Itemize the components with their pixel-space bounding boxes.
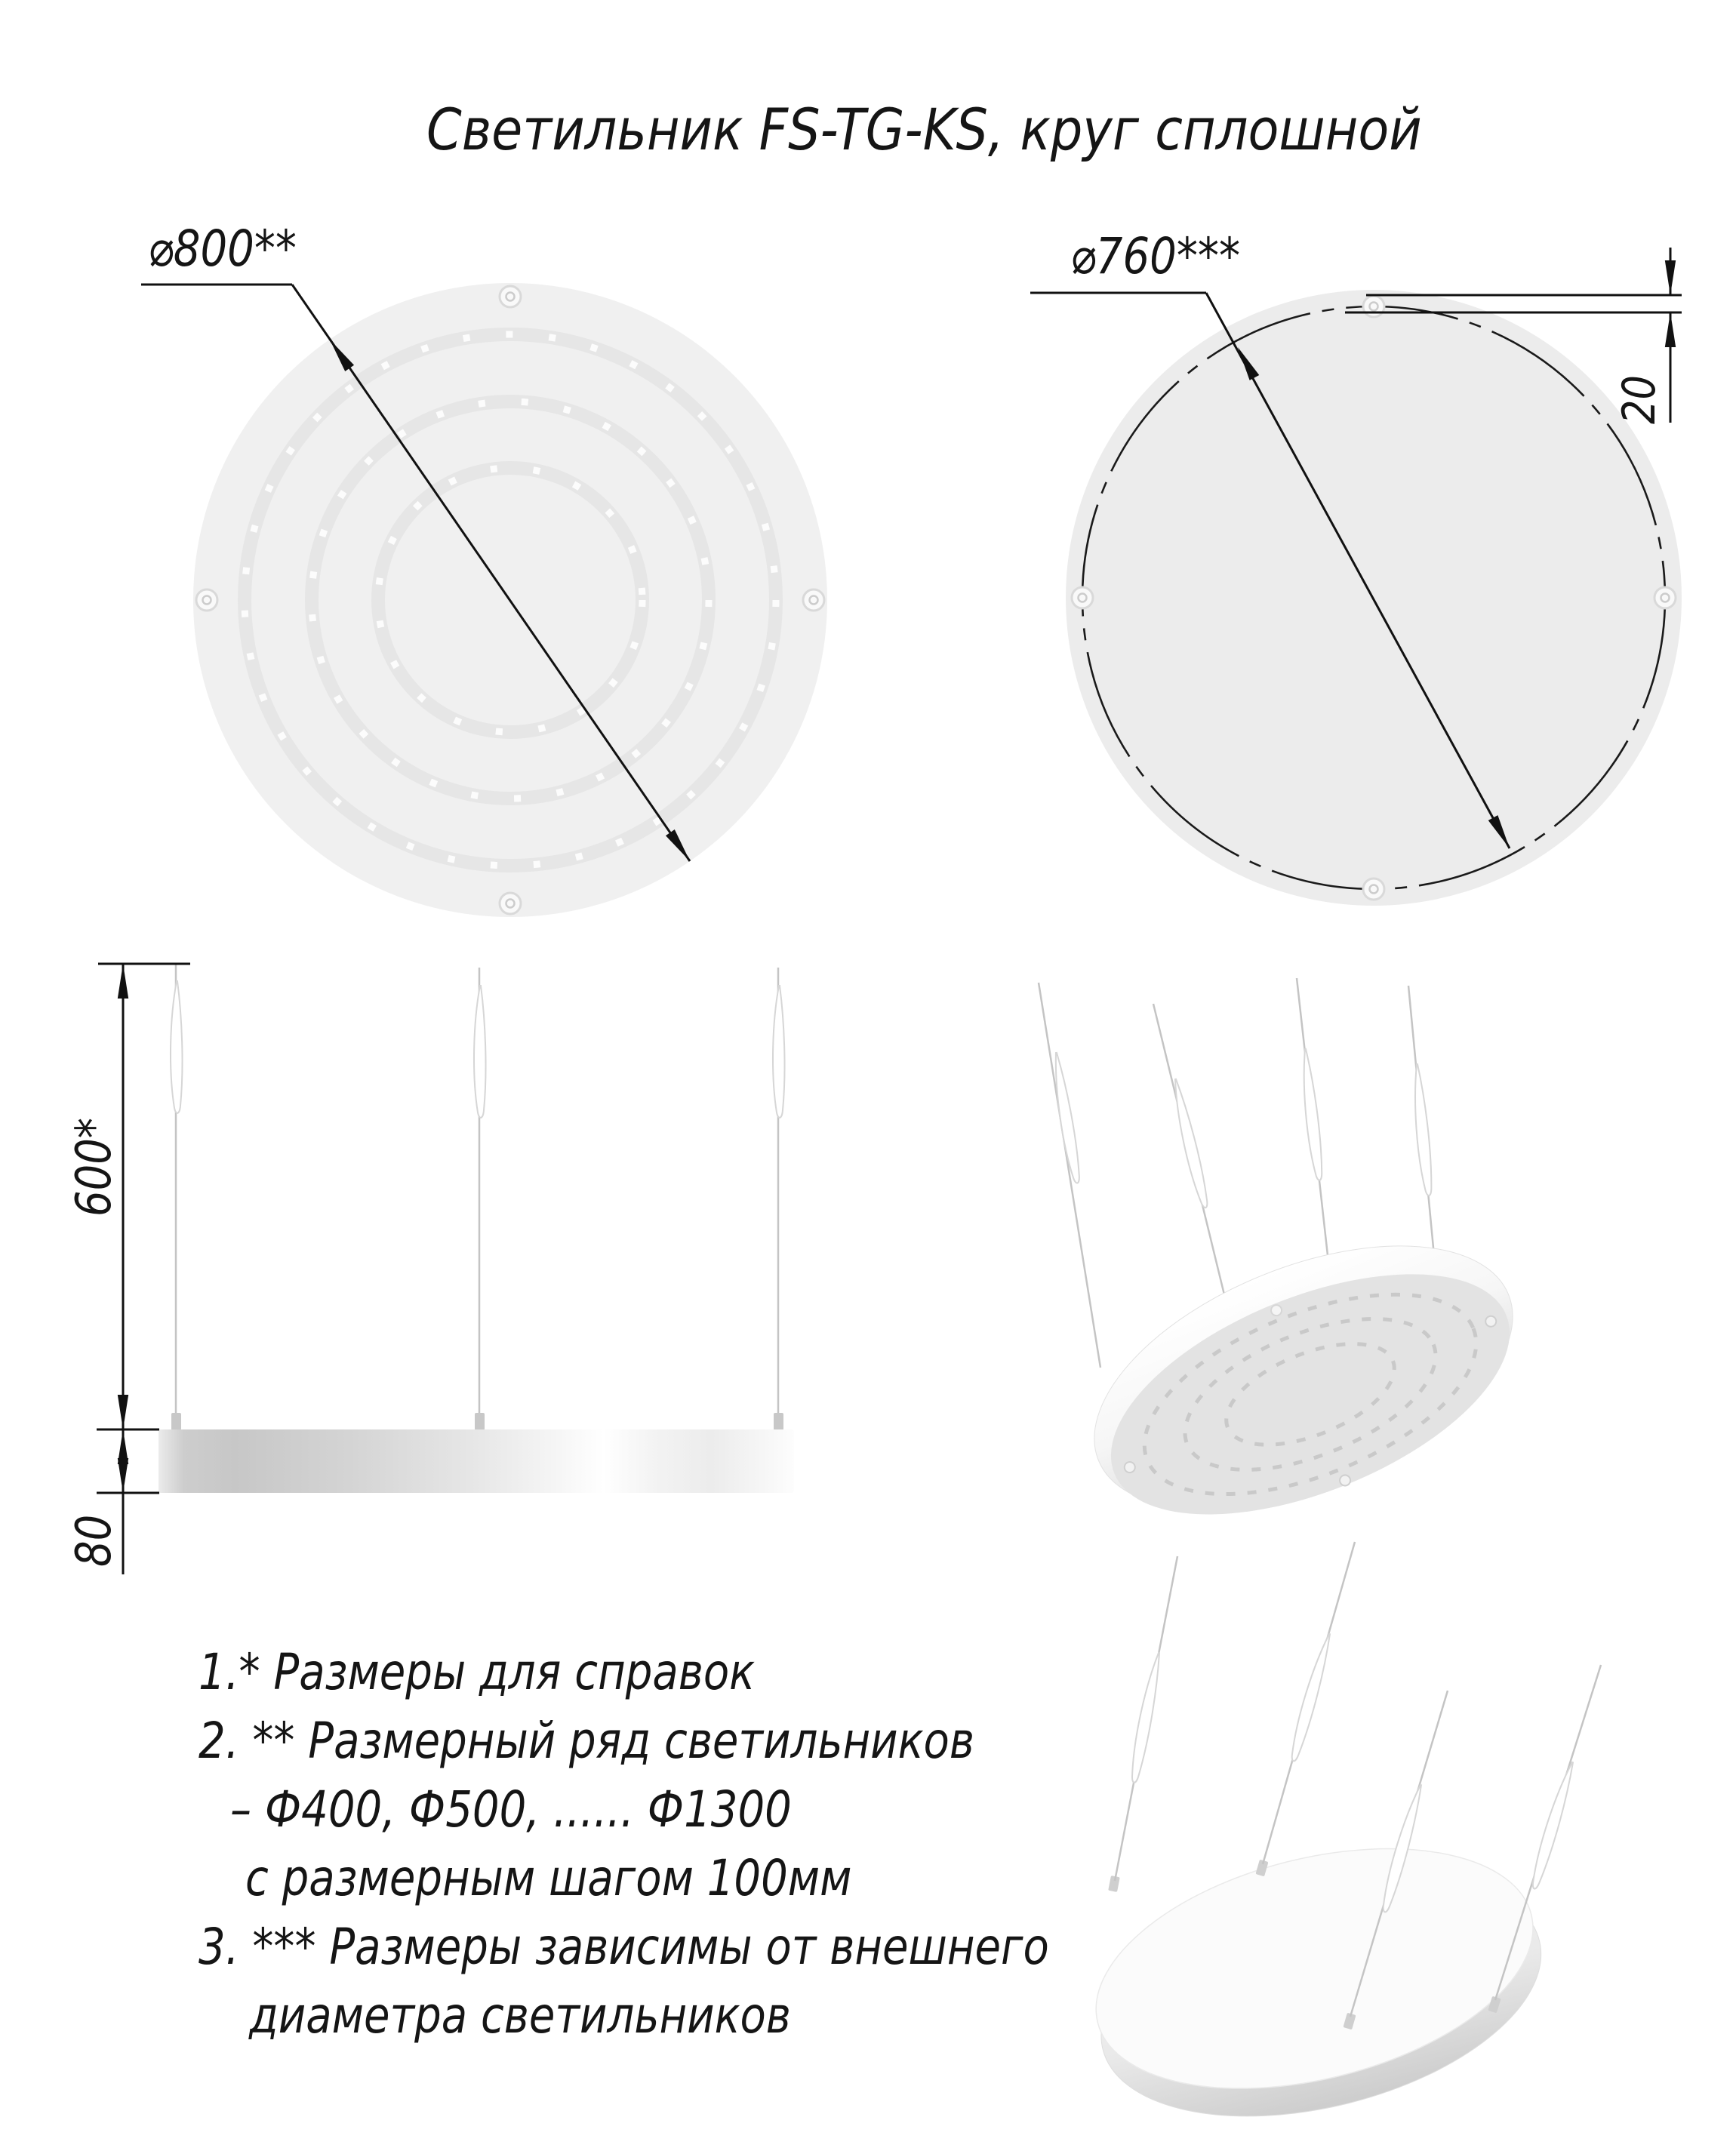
iso-view-top	[1070, 1542, 1601, 2151]
cable-gripper-sleeve	[773, 986, 785, 1118]
note-line: 3. *** Размеры зависимы от внешнего	[199, 1918, 1049, 1977]
mount-hole-bottom	[500, 893, 521, 914]
diameter-label-760: ⌀760***	[1070, 227, 1241, 286]
cable-gripper-sleeve	[1528, 1761, 1577, 1891]
mount-hole-right	[803, 589, 824, 611]
cable-gripper-sleeve	[1128, 1651, 1165, 1783]
cable-gripper-sleeve	[171, 981, 183, 1113]
bottom-view	[141, 220, 827, 917]
note-line: диаметра светильников	[249, 1986, 791, 2045]
luminaire-body-side	[159, 1429, 794, 1493]
cable-gripper-sleeve	[474, 986, 486, 1118]
dim-arrow	[118, 1458, 128, 1493]
mount-hole-top	[1363, 296, 1384, 317]
height-label-80: 80	[66, 1514, 123, 1567]
mount-hole-top	[500, 286, 521, 307]
note-line: 1.* Размеры для справок	[199, 1643, 756, 1702]
side-view	[66, 964, 794, 1574]
height-label-600: 600*	[66, 1117, 123, 1217]
note-line: с размерным шагом 100мм	[245, 1849, 852, 1908]
dim-arrow	[1665, 260, 1676, 295]
mount-hole-right	[1654, 587, 1676, 608]
dim-arrow	[118, 1395, 128, 1429]
note-line: – Ф400, Ф500, ...... Ф1300	[230, 1780, 792, 1839]
mount-hole-left	[196, 589, 217, 611]
notes-block	[199, 1644, 1049, 2045]
cable-gripper-sleeve	[1050, 1052, 1082, 1184]
cable-gland	[475, 1413, 485, 1430]
note-line: 2. ** Размерный ряд светильников	[199, 1712, 974, 1771]
dim-arrow	[1665, 312, 1676, 347]
cable-gripper-sleeve	[1299, 1048, 1325, 1180]
cable-gripper-sleeve	[1411, 1063, 1434, 1196]
mount-hole-left	[1072, 587, 1093, 608]
page-title: Светильник FS-TG-KS, круг сплошной	[426, 96, 1422, 164]
suspension-cable	[1039, 983, 1100, 1368]
top-view	[1030, 228, 1682, 906]
cable-gland	[1108, 1876, 1120, 1892]
diameter-label-800: ⌀800**	[148, 220, 297, 278]
cable-gland	[774, 1413, 783, 1430]
mount-hole-bottom	[1363, 879, 1384, 900]
dim-arrow	[118, 964, 128, 999]
cable-gripper-sleeve	[1287, 1632, 1334, 1762]
offset-label-20: 20	[1613, 375, 1667, 424]
cable-gland	[171, 1413, 181, 1430]
iso-view-bottom	[1039, 978, 1552, 1568]
